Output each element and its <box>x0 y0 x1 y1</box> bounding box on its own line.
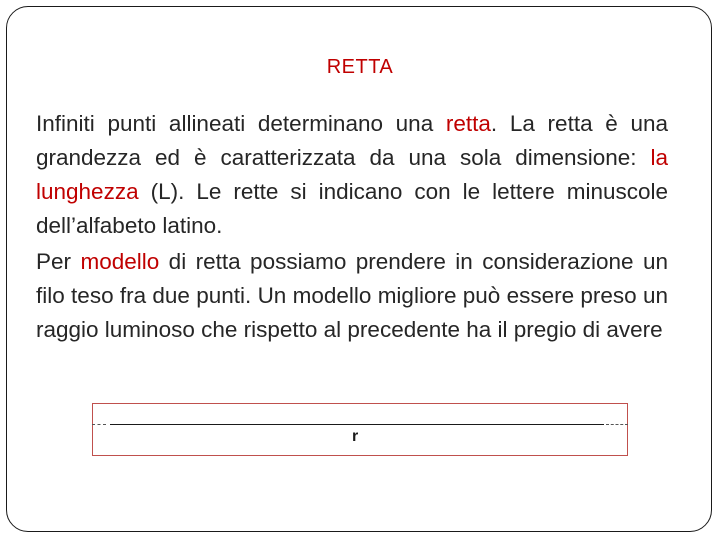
term-modello: modello <box>80 249 160 274</box>
paragraph-model: Per modello di retta possiamo prendere in considerazione un filo teso fra due punti. Un modello migliore può essere preso un raggio luminoso che rispetto al precedente ha il pregio di avere <box>36 249 669 342</box>
line-extension-left <box>92 424 106 425</box>
slide-body <box>36 107 668 347</box>
paragraph-definition: Infiniti punti allineati determinano una retta. La retta è una grandezza ed è caratterizzata da una sola dimensione: la lunghezza (L). Le rette si indicano con le lettere minuscole dell’alfabeto latino. <box>36 111 668 238</box>
line-figure-box <box>92 403 628 456</box>
line-extension-right <box>606 424 628 425</box>
slide-title: RETTA <box>326 56 394 78</box>
term-lunghezza: la lunghezza <box>36 145 668 204</box>
straight-line-r <box>110 424 604 425</box>
line-label: r <box>352 428 359 445</box>
term-retta: retta <box>445 111 491 136</box>
